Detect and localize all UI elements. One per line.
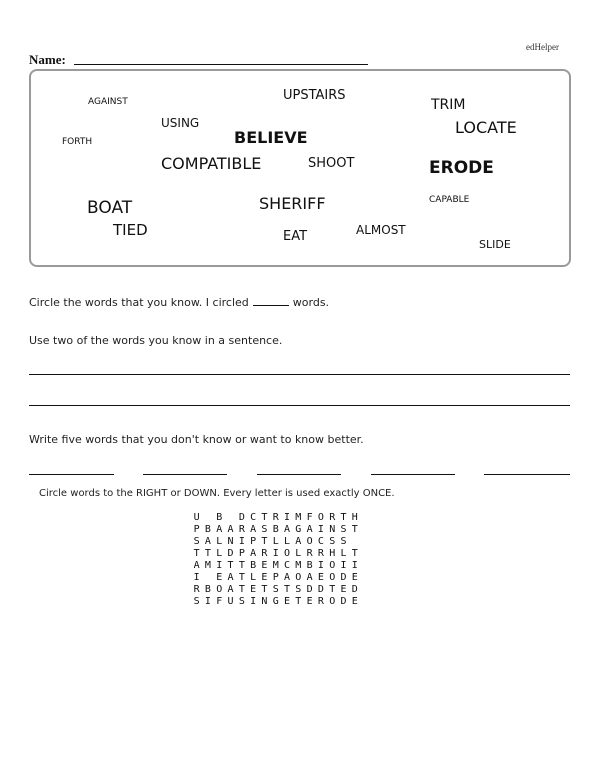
sentence-line-1[interactable] xyxy=(29,374,570,375)
grid-letter[interactable]: T xyxy=(284,584,291,595)
grid-letter[interactable]: N xyxy=(227,536,234,547)
grid-letter[interactable]: N xyxy=(329,524,336,535)
grid-letter[interactable]: O xyxy=(329,596,336,607)
word-tied[interactable]: TIED xyxy=(113,221,148,239)
grid-letter[interactable]: T xyxy=(238,584,245,595)
grid-letter[interactable]: E xyxy=(317,572,324,583)
grid-letter[interactable]: E xyxy=(261,572,268,583)
grid-letter[interactable]: H xyxy=(351,512,358,523)
grid-letter[interactable]: C xyxy=(284,560,291,571)
grid-letter[interactable]: A xyxy=(250,548,257,559)
word-locate[interactable]: LOCATE xyxy=(455,118,517,137)
grid-letter[interactable]: B xyxy=(250,560,257,571)
word-capable[interactable]: CAPABLE xyxy=(429,195,470,205)
grid-letter[interactable]: T xyxy=(261,512,268,523)
grid-letter[interactable]: E xyxy=(340,584,347,595)
grid-letter[interactable]: A xyxy=(284,572,291,583)
word-search-grid xyxy=(191,512,360,608)
grid-letter[interactable]: R xyxy=(272,512,279,523)
grid-letter[interactable] xyxy=(225,512,236,524)
puzzle-instruction: Circle words to the RIGHT or DOWN. Every letter is used exactly ONCE. xyxy=(39,488,395,499)
grid-letter[interactable]: R xyxy=(317,596,324,607)
grid-letter[interactable]: A xyxy=(204,536,211,547)
grid-letter[interactable]: G xyxy=(295,524,302,535)
word-forth[interactable]: FORTH xyxy=(62,137,93,147)
grid-letter[interactable]: A xyxy=(227,524,234,535)
word-compatible[interactable]: COMPATIBLE xyxy=(161,154,262,173)
grid-letter[interactable]: A xyxy=(295,536,302,547)
grid-letter[interactable] xyxy=(202,572,213,584)
grid-letter[interactable]: M xyxy=(295,560,302,571)
grid-letter[interactable]: R xyxy=(261,548,268,559)
brand-label: edHelper xyxy=(526,42,559,52)
grid-letter[interactable]: R xyxy=(317,548,324,559)
grid-letter[interactable]: A xyxy=(306,572,313,583)
grid-letter[interactable]: D xyxy=(340,572,347,583)
grid-row xyxy=(191,560,360,572)
grid-letter[interactable]: T xyxy=(204,548,211,559)
grid-letter[interactable]: A xyxy=(193,560,200,571)
grid-letter[interactable]: A xyxy=(227,572,234,583)
grid-letter[interactable]: L xyxy=(295,548,302,559)
grid-letter[interactable]: H xyxy=(329,548,336,559)
grid-letter[interactable]: S xyxy=(272,584,279,595)
word-using[interactable]: USING xyxy=(161,116,200,130)
grid-letter[interactable]: I xyxy=(351,560,358,571)
grid-row xyxy=(191,596,360,608)
word-eat[interactable]: EAT xyxy=(283,229,308,244)
grid-letter[interactable]: O xyxy=(317,512,324,523)
circle-known-instruction xyxy=(29,296,329,309)
grid-letter[interactable]: B xyxy=(306,560,313,571)
word-slide[interactable]: SLIDE xyxy=(479,238,511,251)
circle-known-suffix: words. xyxy=(292,296,330,309)
word-trim[interactable]: TRIM xyxy=(431,97,466,113)
grid-letter[interactable]: D xyxy=(340,596,347,607)
grid-letter[interactable]: T xyxy=(238,572,245,583)
grid-letter[interactable]: S xyxy=(340,524,347,535)
grid-letter[interactable]: G xyxy=(272,596,279,607)
unknown-word-blank-4[interactable] xyxy=(371,474,455,475)
grid-letter[interactable]: T xyxy=(340,512,347,523)
grid-letter[interactable]: P xyxy=(272,572,279,583)
grid-letter[interactable]: T xyxy=(261,584,268,595)
grid-letter[interactable]: A xyxy=(250,524,257,535)
grid-letter[interactable]: F xyxy=(306,512,313,523)
grid-letter[interactable]: I xyxy=(250,596,257,607)
unknown-word-blank-3[interactable] xyxy=(257,474,341,475)
grid-letter[interactable]: L xyxy=(340,548,347,559)
word-almost[interactable]: ALMOST xyxy=(356,223,406,237)
grid-letter[interactable]: P xyxy=(238,548,245,559)
grid-letter[interactable]: S xyxy=(193,536,200,547)
grid-letter[interactable]: A xyxy=(284,524,291,535)
grid-letter[interactable]: T xyxy=(351,548,358,559)
word-erode[interactable]: ERODE xyxy=(429,158,494,178)
grid-letter[interactable]: L xyxy=(216,536,223,547)
grid-row xyxy=(191,572,360,584)
grid-letter[interactable]: D xyxy=(351,584,358,595)
grid-letter[interactable]: E xyxy=(261,560,268,571)
unknown-words-prompt: Write five words that you don't know or want to know better. xyxy=(29,433,364,446)
sentence-prompt: Use two of the words you know in a sentence. xyxy=(29,334,283,347)
grid-letter[interactable]: M xyxy=(295,512,302,523)
grid-letter[interactable]: B xyxy=(204,584,211,595)
grid-letter[interactable]: D xyxy=(306,584,313,595)
grid-letter[interactable]: T xyxy=(238,560,245,571)
grid-letter[interactable]: L xyxy=(284,536,291,547)
grid-row xyxy=(191,524,360,536)
grid-letter[interactable]: I xyxy=(193,572,200,583)
grid-letter[interactable]: C xyxy=(317,536,324,547)
grid-letter[interactable]: R xyxy=(306,548,313,559)
circled-count-blank[interactable] xyxy=(253,305,289,306)
word-shoot[interactable]: SHOOT xyxy=(308,156,355,171)
name-label: Name: xyxy=(29,52,66,67)
grid-letter[interactable]: L xyxy=(250,572,257,583)
grid-letter[interactable]: E xyxy=(351,596,358,607)
grid-letter[interactable]: O xyxy=(284,548,291,559)
grid-letter[interactable]: I xyxy=(317,524,324,535)
grid-letter[interactable]: L xyxy=(216,548,223,559)
word-believe[interactable]: BELIEVE xyxy=(234,128,308,147)
grid-letter[interactable]: D xyxy=(227,548,234,559)
grid-letter[interactable]: D xyxy=(238,512,245,523)
word-upstairs[interactable]: UPSTAIRS xyxy=(283,88,346,103)
grid-letter[interactable]: T xyxy=(295,596,302,607)
grid-letter[interactable]: O xyxy=(306,536,313,547)
grid-letter[interactable]: I xyxy=(340,560,347,571)
grid-letter[interactable]: I xyxy=(317,560,324,571)
grid-letter[interactable]: U xyxy=(193,512,200,523)
grid-letter[interactable]: U xyxy=(227,596,234,607)
unknown-word-blank-1[interactable] xyxy=(29,474,114,475)
grid-letter[interactable]: I xyxy=(238,536,245,547)
grid-letter[interactable]: P xyxy=(193,524,200,535)
grid-letter[interactable] xyxy=(202,512,213,524)
grid-letter[interactable]: B xyxy=(204,524,211,535)
grid-letter[interactable]: T xyxy=(227,560,234,571)
grid-letter[interactable]: A xyxy=(216,524,223,535)
grid-letter[interactable]: L xyxy=(272,536,279,547)
grid-letter[interactable]: D xyxy=(317,584,324,595)
grid-letter[interactable]: T xyxy=(351,524,358,535)
grid-letter[interactable] xyxy=(349,536,360,548)
grid-letter[interactable]: S xyxy=(261,524,268,535)
grid-letter[interactable]: A xyxy=(306,524,313,535)
grid-letter[interactable]: T xyxy=(329,584,336,595)
grid-letter[interactable]: M xyxy=(204,560,211,571)
word-bank-box xyxy=(29,69,571,267)
grid-letter[interactable]: M xyxy=(272,560,279,571)
grid-letter[interactable]: I xyxy=(216,560,223,571)
grid-letter[interactable]: F xyxy=(216,596,223,607)
grid-letter[interactable]: T xyxy=(193,548,200,559)
grid-row xyxy=(191,584,360,596)
name-line[interactable] xyxy=(74,64,368,65)
grid-letter[interactable]: T xyxy=(261,536,268,547)
grid-letter[interactable]: O xyxy=(329,560,336,571)
circle-known-prefix: Circle the words that you know. I circled xyxy=(29,296,249,309)
grid-letter[interactable]: O xyxy=(295,572,302,583)
word-boat[interactable]: BOAT xyxy=(87,198,133,218)
grid-letter[interactable]: E xyxy=(306,596,313,607)
grid-letter[interactable]: E xyxy=(216,572,223,583)
grid-letter[interactable]: S xyxy=(193,596,200,607)
word-against[interactable]: AGAINST xyxy=(88,97,128,107)
grid-letter[interactable]: E xyxy=(351,572,358,583)
sentence-line-2[interactable] xyxy=(29,405,570,406)
grid-row xyxy=(191,536,360,548)
grid-row xyxy=(191,548,360,560)
grid-letter[interactable]: P xyxy=(250,536,257,547)
grid-letter[interactable]: E xyxy=(284,596,291,607)
grid-letter[interactable]: S xyxy=(329,536,336,547)
grid-letter[interactable]: R xyxy=(329,512,336,523)
grid-letter[interactable]: E xyxy=(250,584,257,595)
grid-letter[interactable]: O xyxy=(216,584,223,595)
grid-letter[interactable]: S xyxy=(340,536,347,547)
grid-letter[interactable]: R xyxy=(193,584,200,595)
unknown-word-blank-2[interactable] xyxy=(143,474,227,475)
grid-letter[interactable]: N xyxy=(261,596,268,607)
unknown-word-blank-5[interactable] xyxy=(484,474,570,475)
grid-letter[interactable]: I xyxy=(272,548,279,559)
grid-letter[interactable]: B xyxy=(216,512,223,523)
word-sheriff[interactable]: SHERIFF xyxy=(259,194,326,213)
grid-letter[interactable]: I xyxy=(204,596,211,607)
grid-letter[interactable]: A xyxy=(227,584,234,595)
grid-row xyxy=(191,512,360,524)
grid-letter[interactable]: S xyxy=(295,584,302,595)
grid-letter[interactable]: O xyxy=(329,572,336,583)
grid-letter[interactable]: S xyxy=(238,596,245,607)
grid-letter[interactable]: R xyxy=(238,524,245,535)
grid-letter[interactable]: I xyxy=(284,512,291,523)
grid-letter[interactable]: C xyxy=(250,512,257,523)
grid-letter[interactable]: B xyxy=(272,524,279,535)
